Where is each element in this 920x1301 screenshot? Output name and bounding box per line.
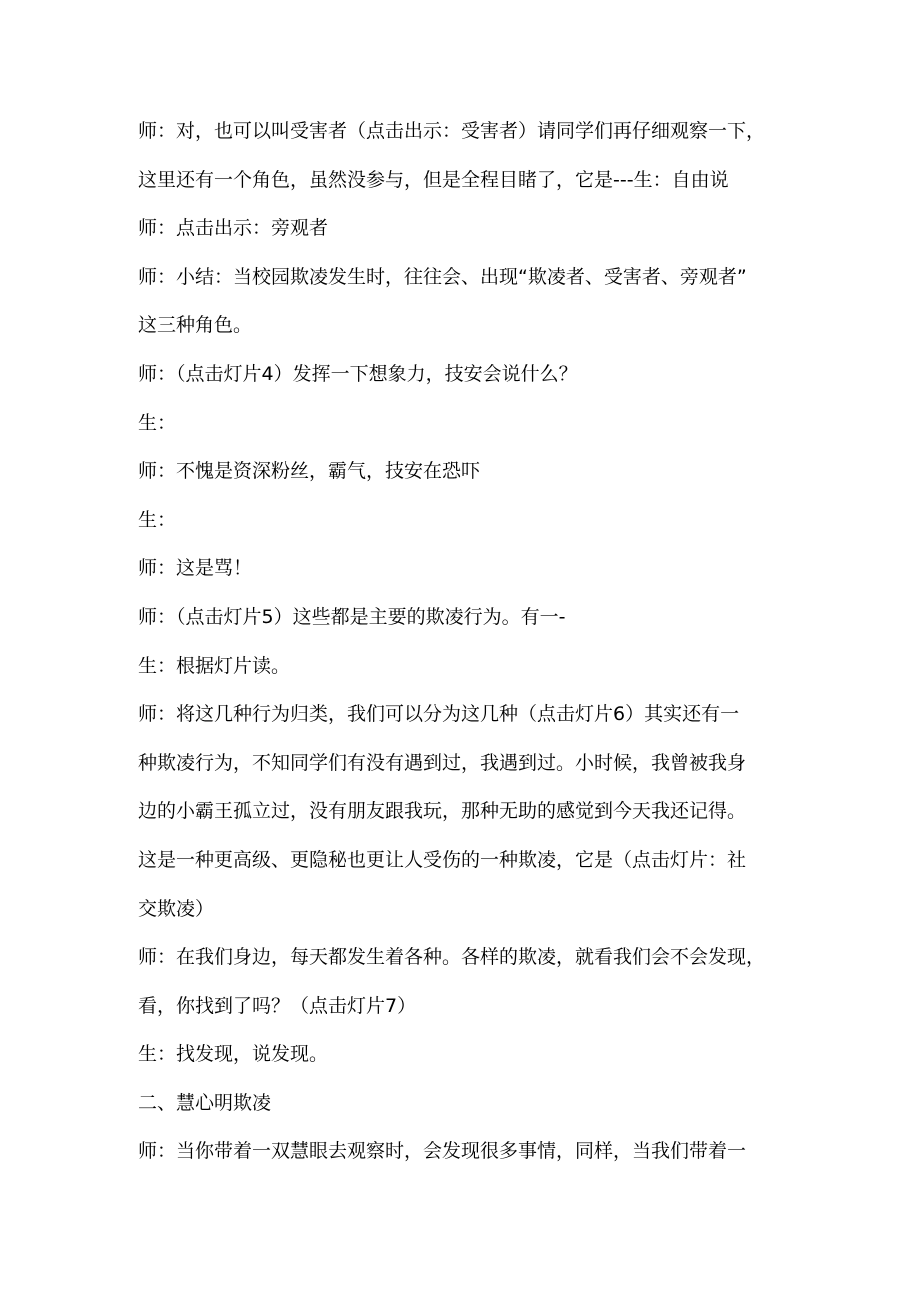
- text-line-6: 师：（点击灯片4）发挥一下想象力，技安会说什么？: [138, 362, 578, 385]
- text-line-11: 师：（点击灯片5）这些都是主要的欺凌行为。有一-: [138, 605, 566, 628]
- document-body: [138, 107, 798, 1176]
- text-line-5: 这三种角色。: [138, 314, 253, 337]
- text-line-9: 生：: [138, 508, 177, 531]
- text-line-16: 这是一种更高级、更隐秘也更让人受伤的一种欺凌，它是（点击灯片：社: [138, 848, 747, 871]
- text-line-17: 交欺凌）: [138, 897, 215, 920]
- text-line-10: 师：这是骂！: [138, 557, 253, 580]
- text-line-22: 师：当你带着一双慧眼去观察时，会发现很多事情，同样，当我们带着一: [138, 1140, 747, 1163]
- text-line-15: 边的小霸王孤立过，没有朋友跟我玩，那种无助的感觉到今天我还记得。: [138, 800, 747, 823]
- text-line-1: 师：对，也可以叫受害者（点击出示：受害者）请同学们再仔细观察一下，: [138, 120, 766, 142]
- text-line-19: 看，你找到了吗？（点击灯片7）: [138, 994, 417, 1017]
- text-line-18: 师：在我们身边，每天都发生着各种。各样的欺凌，就看我们会不会发现，: [138, 946, 766, 969]
- text-line-7: 生：: [138, 411, 177, 434]
- text-line-14: 种欺凌行为，不知同学们有没有遇到过，我遇到过。小时候，我曾被我身: [138, 751, 747, 774]
- text-line-12: 生：根据灯片读。: [138, 654, 291, 677]
- text-line-20: 生：找发现，说发现。: [138, 1043, 329, 1066]
- text-line-13: 师：将这几种行为归类，我们可以分为这几种（点击灯片6）其实还有一: [138, 703, 740, 726]
- section-heading: 二、慧心明欺凌: [138, 1091, 272, 1114]
- text-line-3: 师：点击出示：旁观者: [138, 217, 329, 240]
- text-line-2: 这里还有一个角色，虽然没参与，但是全程目睹了，它是---生：自由说: [138, 168, 729, 191]
- text-line-4: 师：小结：当校园欺凌发生时，往往会、出现“欺凌者、受害者、旁观者”: [138, 265, 747, 288]
- text-line-8: 师：不愧是资深粉丝，霸气，技安在恐吓: [138, 460, 481, 483]
